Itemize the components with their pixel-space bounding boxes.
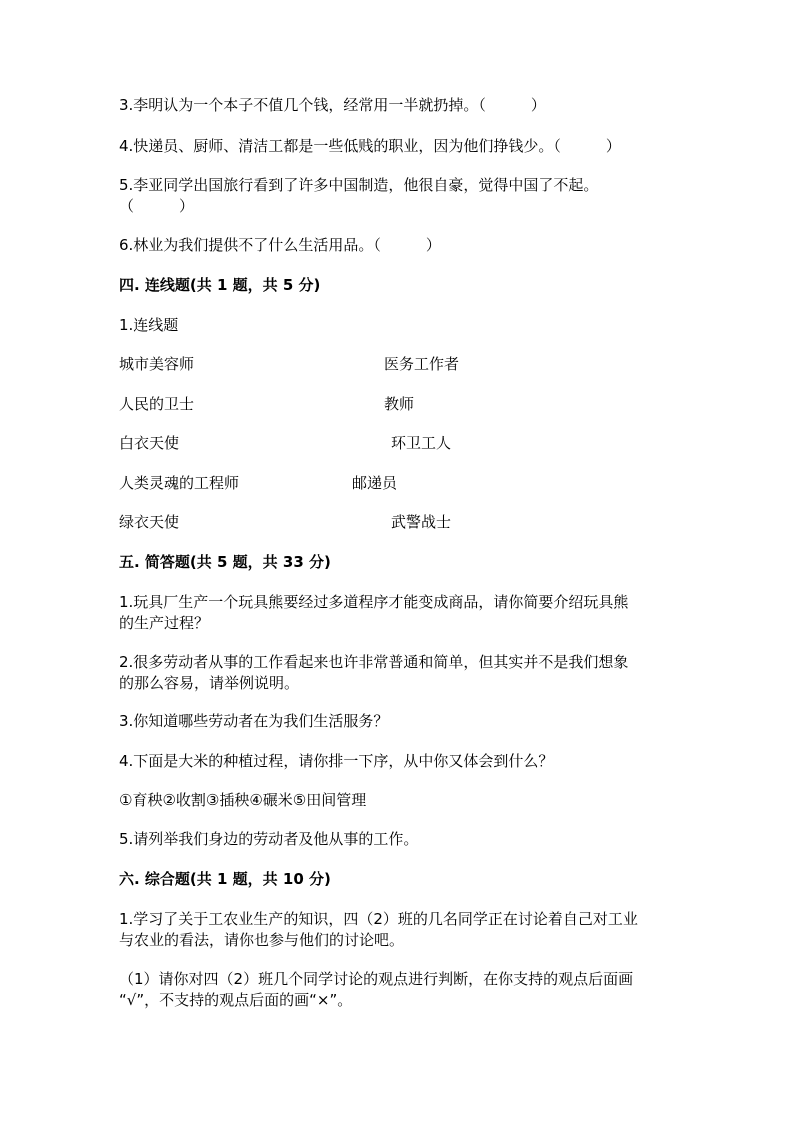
section-heading-matching: 四. 连线题(共 1 题，共 5 分): [119, 276, 321, 294]
judgment-question-4: 4.快递员、厨师、清洁工都是一些低贱的职业，因为他们挣钱少。（ ）: [119, 137, 621, 155]
matching-right-item: 环卫工人: [391, 434, 452, 452]
comprehensive-subquestion-1-cont: “√”，不支持的观点后面的画“×”。: [119, 991, 353, 1009]
matching-left-item: 绿衣天使: [119, 513, 180, 531]
rice-planting-steps: ①育秧②收割③插秧④碾米⑤田间管理: [119, 791, 367, 809]
matching-left-item: 人类灵魂的工程师: [119, 474, 240, 492]
matching-right-item: 教师: [384, 395, 415, 413]
matching-left-item: 白衣天使: [119, 434, 180, 452]
matching-question-label: 1.连线题: [119, 316, 179, 334]
judgment-question-5: 5.李亚同学出国旅行看到了许多中国制造，他很自豪，觉得中国了不起。: [119, 176, 599, 194]
judgment-question-6: 6.林业为我们提供不了什么生活用品。（ ）: [119, 236, 441, 254]
comprehensive-question-1-cont: 与农业的看法，请你也参与他们的讨论吧。: [119, 931, 405, 949]
short-answer-question-4: 4.下面是大米的种植过程，请你排一下序，从中你又体会到什么？: [119, 752, 554, 770]
short-answer-question-5: 5.请列举我们身边的劳动者及他从事的工作。: [119, 830, 419, 848]
matching-left-item: 城市美容师: [119, 355, 195, 373]
short-answer-question-2: 2.很多劳动者从事的工作看起来也许非常普通和简单，但其实并不是我们想象: [119, 653, 629, 671]
section-heading-comprehensive: 六. 综合题(共 1 题，共 10 分): [119, 870, 331, 888]
matching-right-item: 邮递员: [352, 474, 398, 492]
judgment-question-3: 3.李明认为一个本子不值几个钱，经常用一半就扔掉。（ ）: [119, 96, 546, 114]
short-answer-question-2-cont: 的那么容易，请举例说明。: [119, 674, 300, 692]
comprehensive-subquestion-1: （1）请你对四（2）班几个同学讨论的观点进行判断，在你支持的观点后面画: [119, 970, 634, 988]
short-answer-question-1-cont: 的生产过程？: [119, 614, 210, 632]
short-answer-question-1: 1.玩具厂生产一个玩具熊要经过多道程序才能变成商品，请你简要介绍玩具熊: [119, 593, 629, 611]
matching-left-item: 人民的卫士: [119, 395, 195, 413]
judgment-question-5-blank: （ ）: [119, 197, 195, 215]
section-heading-short-answer: 五. 简答题(共 5 题，共 33 分): [119, 553, 331, 571]
short-answer-question-3: 3.你知道哪些劳动者在为我们生活服务？: [119, 712, 389, 730]
matching-right-item: 武警战士: [391, 513, 452, 531]
matching-right-item: 医务工作者: [384, 355, 460, 373]
comprehensive-question-1: 1.学习了关于工农业生产的知识，四（2）班的几名同学正在讨论着自己对工业: [119, 910, 638, 928]
